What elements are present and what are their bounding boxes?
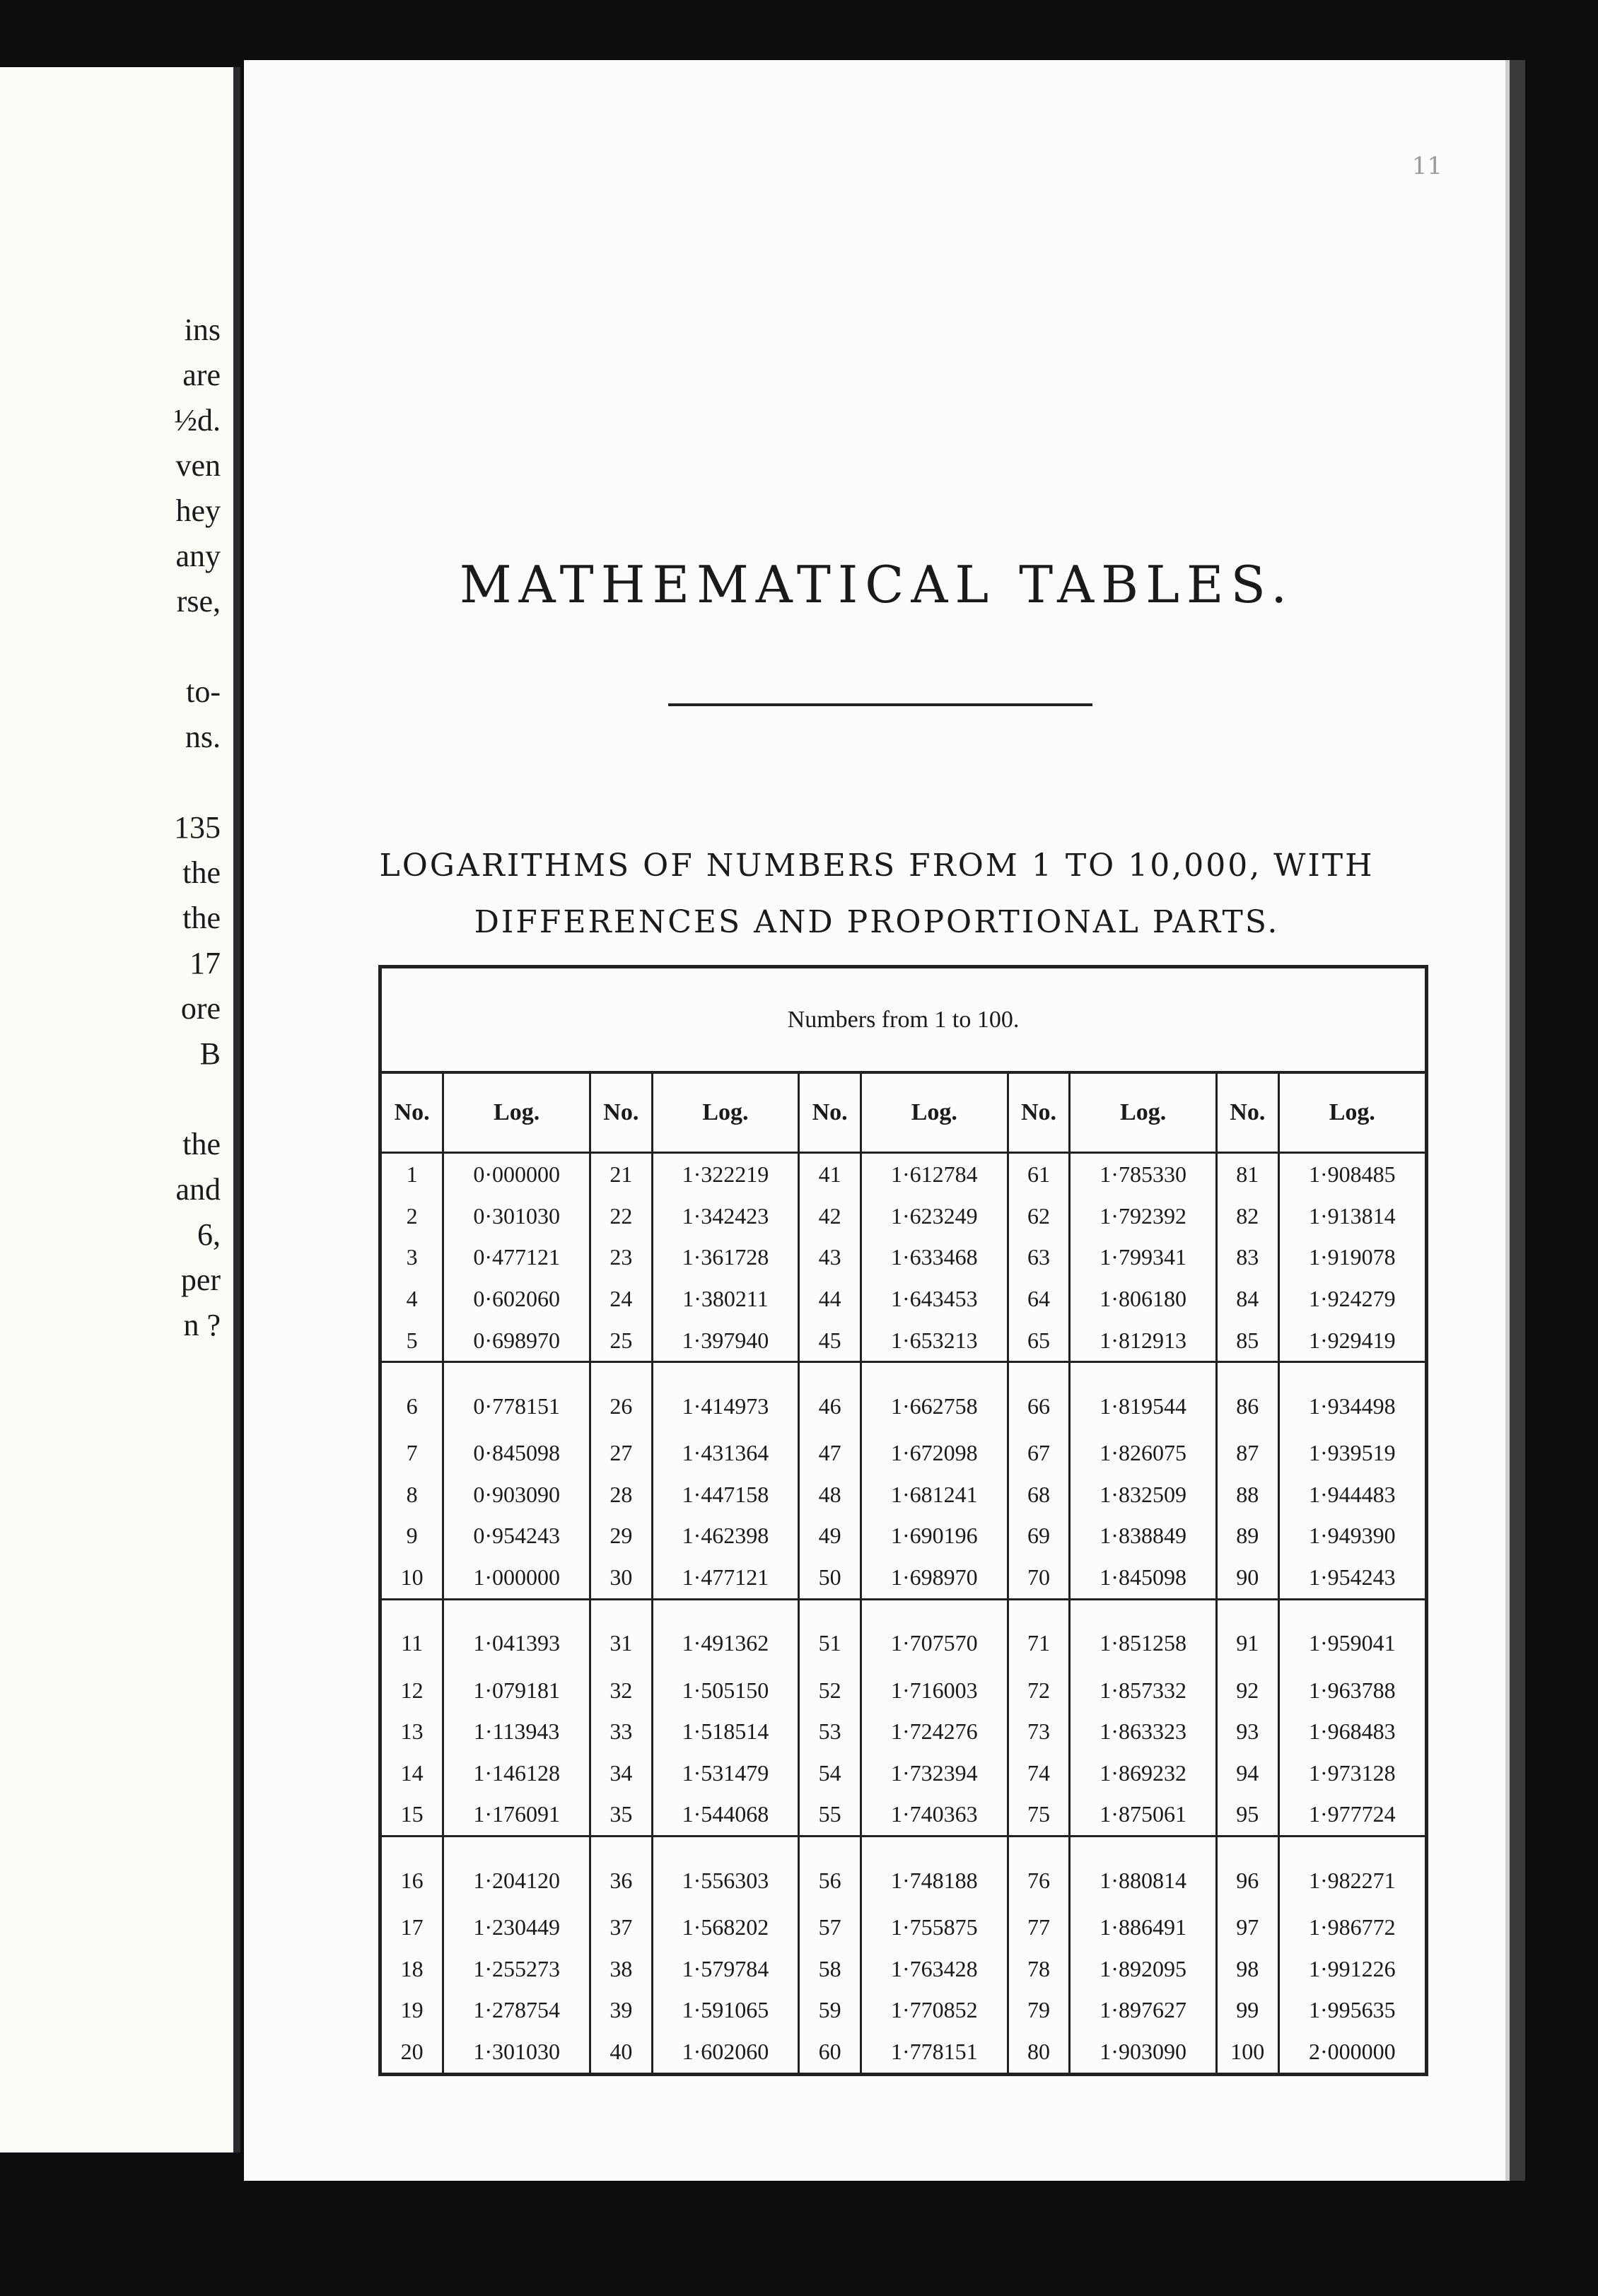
log-cell: 1·653213: [861, 1320, 1008, 1362]
number-cell: 36: [590, 1837, 652, 1906]
table-row: [380, 1557, 1427, 1599]
col-header-log: Log.: [652, 1072, 799, 1153]
log-cell: 1·079181: [443, 1670, 590, 1711]
log-cell: 1·919078: [1278, 1236, 1426, 1278]
number-cell: 48: [799, 1474, 861, 1516]
log-cell: 1·278754: [443, 1989, 590, 2031]
log-cell: 0·698970: [443, 1320, 590, 1362]
log-cell: 0·477121: [443, 1236, 590, 1278]
left-page-fragment: and: [175, 1172, 221, 1207]
left-page-fragment: ore: [180, 991, 221, 1026]
log-cell: 1·146128: [443, 1752, 590, 1794]
log-cell: 1·724276: [861, 1711, 1008, 1752]
table-header-row: [380, 1072, 1427, 1153]
log-cell: 1·531479: [652, 1752, 799, 1794]
log-cell: 1·633468: [861, 1236, 1008, 1278]
subtitle-line-2: DIFFERENCES AND PROPORTIONAL PARTS.: [474, 904, 1280, 940]
left-page-fragment: ins: [184, 312, 221, 347]
number-cell: 11: [401, 1630, 424, 1656]
log-cell: 0·903090: [443, 1474, 590, 1516]
log-cell: 1·991226: [1278, 1948, 1426, 1990]
log-cell: 1·397940: [652, 1320, 799, 1362]
number-cell: 81: [1216, 1153, 1278, 1195]
log-cell: 1·770852: [861, 1989, 1008, 2031]
number-cell: 8: [406, 1481, 418, 1507]
number-cell: 18: [400, 1955, 424, 1981]
table-row: [380, 1837, 1427, 1906]
log-cell: 1·505150: [652, 1670, 799, 1711]
number-cell: 57: [799, 1906, 861, 1948]
number-cell: 28: [590, 1474, 652, 1516]
number-cell: 6: [406, 1393, 418, 1419]
log-cell: 1·792392: [1070, 1195, 1217, 1237]
number-cell: 75: [1008, 1794, 1070, 1837]
log-cell: 1·977724: [1278, 1794, 1426, 1837]
number-cell: 80: [1008, 2031, 1070, 2074]
number-cell: 69: [1008, 1515, 1070, 1557]
number-cell: 60: [799, 2031, 861, 2074]
number-cell: 44: [799, 1278, 861, 1320]
log-cell: 1·447158: [652, 1474, 799, 1516]
table-row: [380, 1670, 1427, 1711]
number-cell: 85: [1216, 1320, 1278, 1362]
number-cell: 30: [590, 1557, 652, 1599]
log-cell: 1·301030: [443, 2031, 590, 2074]
number-cell: 52: [799, 1670, 861, 1711]
number-cell: 95: [1216, 1794, 1278, 1837]
number-cell: 73: [1008, 1711, 1070, 1752]
col-header-no: No.: [1216, 1072, 1278, 1153]
number-cell: 72: [1008, 1670, 1070, 1711]
log-cell: 2·000000: [1278, 2031, 1426, 2074]
subtitle-line-1: LOGARITHMS OF NUMBERS FROM 1 TO 10,000, WITH: [379, 848, 1375, 884]
table-row: [380, 1236, 1427, 1278]
log-cell: 1·929419: [1278, 1320, 1426, 1362]
number-cell: 22: [590, 1195, 652, 1237]
number-cell: 5: [380, 1320, 443, 1362]
number-cell: 63: [1008, 1236, 1070, 1278]
log-cell: 1·763428: [861, 1948, 1008, 1990]
left-page-text-fragments: [0, 308, 226, 1348]
number-cell: 66: [1008, 1362, 1070, 1432]
log-cell: 1·643453: [861, 1278, 1008, 1320]
log-cell: 1·995635: [1278, 1989, 1426, 2031]
number-cell: 29: [590, 1515, 652, 1557]
log-cell: 1·579784: [652, 1948, 799, 1990]
number-cell: 12: [400, 1677, 424, 1703]
number-cell: 97: [1216, 1906, 1278, 1948]
number-cell: 51: [799, 1599, 861, 1669]
number-cell: 24: [590, 1278, 652, 1320]
number-cell: 47: [799, 1432, 861, 1474]
col-header-no: No.: [590, 1072, 652, 1153]
log-cell: 1·908485: [1278, 1153, 1426, 1195]
log-cell: 1·431364: [652, 1432, 799, 1474]
number-cell: 9: [406, 1523, 418, 1549]
log-cell: 1·944483: [1278, 1474, 1426, 1516]
log-cell: 1·707570: [861, 1599, 1008, 1669]
log-cell: 1·939519: [1278, 1432, 1426, 1474]
log-cell: 1·518514: [652, 1711, 799, 1752]
page-corner-mark: 11: [1411, 152, 1442, 180]
number-cell: 16: [400, 1867, 424, 1893]
log-cell: 1·913814: [1278, 1195, 1426, 1237]
log-cell: 1·838849: [1070, 1515, 1217, 1557]
number-cell: 86: [1216, 1362, 1278, 1432]
page-subtitle: [244, 838, 1510, 951]
left-page-fragment: to-: [186, 674, 221, 709]
left-page-fragment: 135: [174, 810, 221, 845]
number-cell: 65: [1008, 1320, 1070, 1362]
number-cell: 15: [380, 1794, 443, 1837]
log-cell: 1·778151: [861, 2031, 1008, 2074]
left-page-fragment: B: [199, 1036, 221, 1071]
number-cell: 41: [799, 1153, 861, 1195]
number-cell: 56: [799, 1837, 861, 1906]
number-cell: 19: [400, 1997, 424, 2023]
number-cell: 26: [590, 1362, 652, 1432]
number-cell: 53: [799, 1711, 861, 1752]
number-cell: 55: [799, 1794, 861, 1837]
log-cell: 1·568202: [652, 1906, 799, 1948]
log-cell: 1·806180: [1070, 1278, 1217, 1320]
log-cell: 1·982271: [1278, 1837, 1426, 1906]
number-cell: 1: [406, 1161, 418, 1187]
log-cell: 1·903090: [1070, 2031, 1217, 2074]
number-cell: 10: [380, 1557, 443, 1599]
book-page: [244, 60, 1525, 2181]
log-cell: 0·954243: [443, 1515, 590, 1557]
log-cell: 1·544068: [652, 1794, 799, 1837]
left-page-fragment: ns.: [185, 720, 221, 754]
number-cell: 82: [1216, 1195, 1278, 1237]
left-page-fragment: 6,: [197, 1217, 221, 1252]
number-cell: 17: [400, 1914, 424, 1940]
number-cell: 58: [799, 1948, 861, 1990]
number-cell: 46: [799, 1362, 861, 1432]
log-cell: 1·785330: [1070, 1153, 1217, 1195]
number-cell: 42: [799, 1195, 861, 1237]
log-cell: 1·342423: [652, 1195, 799, 1237]
number-cell: 71: [1008, 1599, 1070, 1669]
log-cell: 1·812913: [1070, 1320, 1217, 1362]
log-cell: 1·897627: [1070, 1989, 1217, 2031]
number-cell: 89: [1216, 1515, 1278, 1557]
log-cell: 1·954243: [1278, 1557, 1426, 1599]
log-cell: 1·623249: [861, 1195, 1008, 1237]
title-divider: [668, 703, 1092, 706]
table-row: [380, 1948, 1427, 1990]
table-row: [380, 1711, 1427, 1752]
log-cell: 1·602060: [652, 2031, 799, 2074]
log-cell: 1·591065: [652, 1989, 799, 2031]
log-cell: 0·000000: [443, 1153, 590, 1195]
col-header-no: No.: [1008, 1072, 1070, 1153]
number-cell: 98: [1216, 1948, 1278, 1990]
log-cell: 1·869232: [1070, 1752, 1217, 1794]
log-cell: 1·361728: [652, 1236, 799, 1278]
log-cell: 1·963788: [1278, 1670, 1426, 1711]
number-cell: 79: [1008, 1989, 1070, 2031]
number-cell: 27: [590, 1432, 652, 1474]
log-cell: 1·755875: [861, 1906, 1008, 1948]
number-cell: 2: [406, 1202, 418, 1229]
log-cell: 1·414973: [652, 1362, 799, 1432]
col-header-log: Log.: [1278, 1072, 1426, 1153]
log-cell: 1·880814: [1070, 1837, 1217, 1906]
log-cell: 1·845098: [1070, 1557, 1217, 1599]
log-cell: 1·176091: [443, 1794, 590, 1837]
number-cell: 77: [1008, 1906, 1070, 1948]
left-page-fragment: hey: [175, 493, 221, 528]
log-cell: 1·892095: [1070, 1948, 1217, 1990]
log-cell: 1·973128: [1278, 1752, 1426, 1794]
number-cell: 21: [590, 1153, 652, 1195]
left-page-fragment: [0, 624, 226, 669]
number-cell: 13: [400, 1718, 424, 1745]
table-row: [380, 1599, 1427, 1669]
number-cell: 68: [1008, 1474, 1070, 1516]
table-row: [380, 1989, 1427, 2031]
number-cell: 59: [799, 1989, 861, 2031]
log-cell: 1·041393: [443, 1599, 590, 1669]
log-cell: 1·826075: [1070, 1432, 1217, 1474]
number-cell: 45: [799, 1320, 861, 1362]
left-page-fragment: 17: [189, 946, 221, 980]
log-cell: 1·748188: [861, 1837, 1008, 1906]
number-cell: 70: [1008, 1557, 1070, 1599]
left-page-fragment: the: [182, 1127, 221, 1161]
log-cell: 1·672098: [861, 1432, 1008, 1474]
number-cell: 43: [799, 1236, 861, 1278]
col-header-no: No.: [380, 1072, 443, 1153]
log-cell: 1·322219: [652, 1153, 799, 1195]
left-page-fragment: per: [180, 1263, 221, 1297]
log-cell: 1·716003: [861, 1670, 1008, 1711]
left-page-fragment: [0, 1077, 226, 1122]
left-page-fragment: ven: [175, 448, 221, 483]
log-cell: 1·690196: [861, 1515, 1008, 1557]
log-cell: 1·380211: [652, 1278, 799, 1320]
number-cell: 38: [590, 1948, 652, 1990]
number-cell: 64: [1008, 1278, 1070, 1320]
left-page-fragment: the: [182, 901, 221, 935]
number-cell: 88: [1216, 1474, 1278, 1516]
log-cell: 1·230449: [443, 1906, 590, 1948]
page-title: MATHEMATICAL TABLES.: [459, 555, 1295, 614]
table-row: [380, 1515, 1427, 1557]
col-header-log: Log.: [861, 1072, 1008, 1153]
log-cell: 1·799341: [1070, 1236, 1217, 1278]
number-cell: 87: [1216, 1432, 1278, 1474]
log-cell: 0·845098: [443, 1432, 590, 1474]
table-row: [380, 1432, 1427, 1474]
log-cell: 1·986772: [1278, 1906, 1426, 1948]
number-cell: 91: [1216, 1599, 1278, 1669]
number-cell: 3: [406, 1244, 418, 1270]
log-cell: 1·698970: [861, 1557, 1008, 1599]
table-row: [380, 1278, 1427, 1320]
log-cell: 1·612784: [861, 1153, 1008, 1195]
number-cell: 67: [1008, 1432, 1070, 1474]
table-row: [380, 1752, 1427, 1794]
number-cell: 76: [1008, 1837, 1070, 1906]
number-cell: 54: [799, 1752, 861, 1794]
number-cell: 31: [590, 1599, 652, 1669]
log-cell: 1·491362: [652, 1599, 799, 1669]
table-body: [380, 1153, 1427, 2075]
table-row: [380, 1195, 1427, 1237]
log-cell: 1·832509: [1070, 1474, 1217, 1516]
left-page-fragment: ½d.: [174, 403, 221, 438]
table-row: [380, 1362, 1427, 1432]
table-row: [380, 2031, 1427, 2074]
table-row: [380, 1153, 1427, 1195]
col-header-log: Log.: [1070, 1072, 1217, 1153]
table-row: [380, 1320, 1427, 1362]
left-page-fragment: rse,: [176, 584, 221, 619]
number-cell: 78: [1008, 1948, 1070, 1990]
log-cell: 1·740363: [861, 1794, 1008, 1837]
number-cell: 50: [799, 1557, 861, 1599]
log-cell: 0·602060: [443, 1278, 590, 1320]
log-cell: 1·934498: [1278, 1362, 1426, 1432]
left-page-fragment: n ?: [183, 1308, 221, 1342]
number-cell: 94: [1216, 1752, 1278, 1794]
left-facing-page: [0, 67, 240, 2152]
log-cell: 1·886491: [1070, 1906, 1217, 1948]
number-cell: 39: [590, 1989, 652, 2031]
table-row: [380, 1474, 1427, 1516]
log-cell: 1·968483: [1278, 1711, 1426, 1752]
log-cell: 1·204120: [443, 1837, 590, 1906]
log-cell: 1·477121: [652, 1557, 799, 1599]
number-cell: 33: [590, 1711, 652, 1752]
table-row: [380, 1794, 1427, 1837]
log-cell: 1·681241: [861, 1474, 1008, 1516]
log-cell: 1·732394: [861, 1752, 1008, 1794]
number-cell: 32: [590, 1670, 652, 1711]
number-cell: 20: [400, 2039, 424, 2065]
table-row: [380, 1906, 1427, 1948]
log-cell: 1·113943: [443, 1711, 590, 1752]
number-cell: 25: [590, 1320, 652, 1362]
col-header-no: No.: [799, 1072, 861, 1153]
log-cell: 1·875061: [1070, 1794, 1217, 1837]
number-cell: 84: [1216, 1278, 1278, 1320]
log-cell: 1·000000: [443, 1557, 590, 1599]
number-cell: 92: [1216, 1670, 1278, 1711]
left-page-fragment: the: [182, 855, 221, 890]
log-cell: 1·851258: [1070, 1599, 1217, 1669]
log-cell: 1·949390: [1278, 1515, 1426, 1557]
number-cell: 34: [590, 1752, 652, 1794]
log-cell: 0·301030: [443, 1195, 590, 1237]
number-cell: 4: [406, 1285, 418, 1311]
number-cell: 49: [799, 1515, 861, 1557]
log-cell: 1·959041: [1278, 1599, 1426, 1669]
number-cell: 37: [590, 1906, 652, 1948]
log-cell: 0·778151: [443, 1362, 590, 1432]
number-cell: 23: [590, 1236, 652, 1278]
log-cell: 1·255273: [443, 1948, 590, 1990]
log-cell: 1·819544: [1070, 1362, 1217, 1432]
number-cell: 96: [1216, 1837, 1278, 1906]
number-cell: 90: [1216, 1557, 1278, 1599]
left-page-fragment: any: [175, 539, 221, 573]
log-cell: 1·863323: [1070, 1711, 1217, 1752]
log-cell: 1·924279: [1278, 1278, 1426, 1320]
number-cell: 100: [1216, 2031, 1278, 2074]
log-cell: 1·662758: [861, 1362, 1008, 1432]
number-cell: 40: [590, 2031, 652, 2074]
left-page-fragment: are: [182, 358, 221, 392]
log-cell: 1·556303: [652, 1837, 799, 1906]
number-cell: 7: [406, 1440, 418, 1466]
number-cell: 62: [1008, 1195, 1070, 1237]
number-cell: 99: [1216, 1989, 1278, 2031]
log-cell: 1·462398: [652, 1515, 799, 1557]
number-cell: 14: [400, 1759, 424, 1786]
number-cell: 93: [1216, 1711, 1278, 1752]
col-header-log: Log.: [443, 1072, 590, 1153]
number-cell: 83: [1216, 1236, 1278, 1278]
table-caption: Numbers from 1 to 100.: [380, 967, 1427, 1073]
number-cell: 74: [1008, 1752, 1070, 1794]
number-cell: 61: [1008, 1153, 1070, 1195]
log-cell: 1·857332: [1070, 1670, 1217, 1711]
left-page-fragment: [0, 760, 226, 805]
number-cell: 35: [590, 1794, 652, 1837]
logarithm-table: [378, 965, 1428, 2076]
